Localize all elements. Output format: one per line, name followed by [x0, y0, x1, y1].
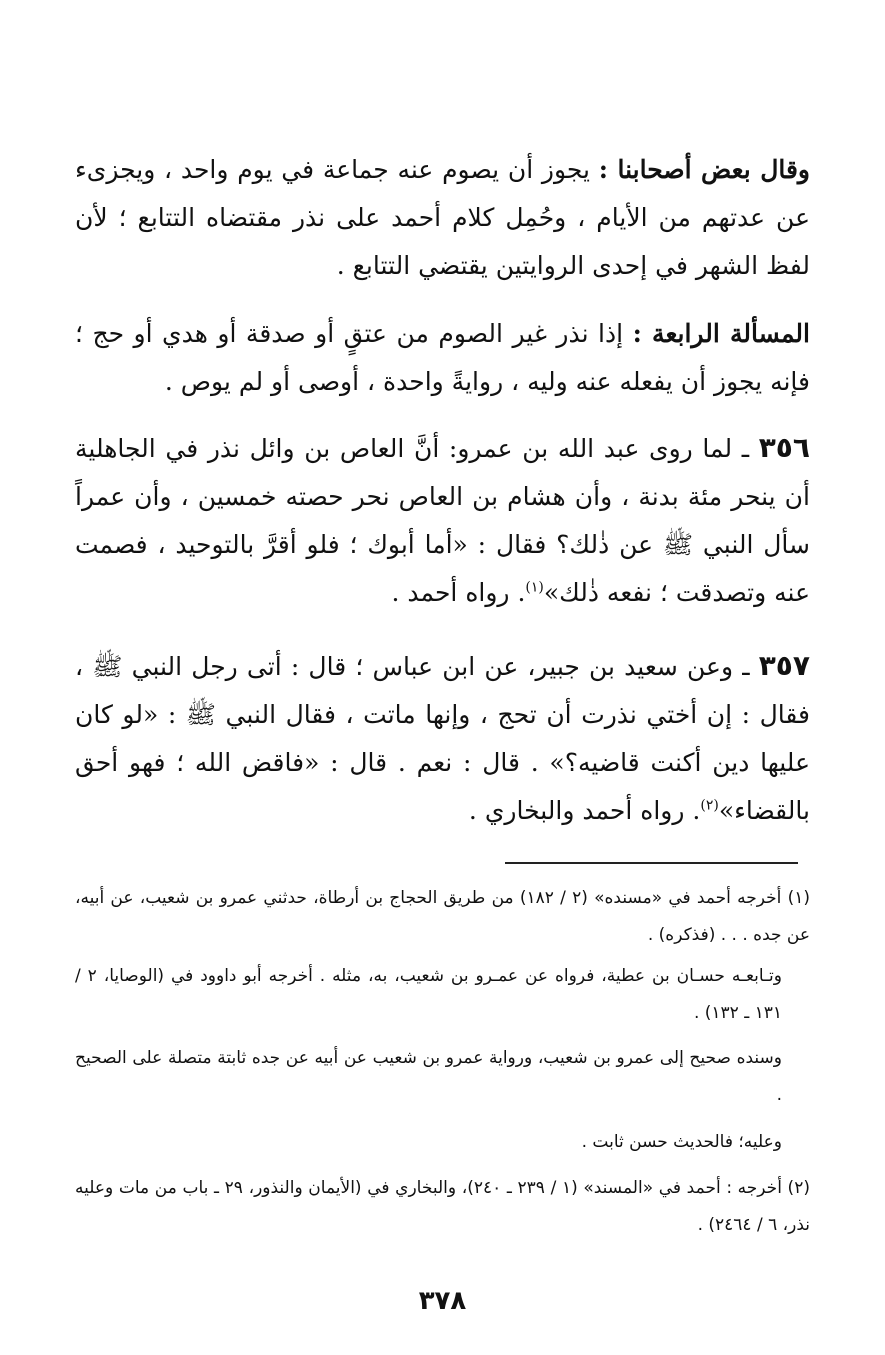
paragraph-text: يجوز أن يصوم عنه جماعة في يوم واحد ، ويجزىء عن عدتهم من الأيام ، وحُمِل كلام أحمد على نذر مقتضاه التتابع ؛ لأن لفظ الشهر في إحدى الروايتين يقتضي التتابع .	[75, 155, 810, 280]
hadith-number: ٣٥٦	[758, 431, 810, 464]
paragraph-text: إذا نذر غير الصوم من عتقٍ أو صدقة أو هدي أو حج ؛ فإنه يجوز أن يفعله عنه وليه ، روايةً واحدة ، أوصى أو لم يوص .	[75, 319, 810, 396]
hadith-text: ـ وعن سعيد بن جبير، عن ابن عباس ؛ قال : أتى رجل النبي ﷺ ، فقال : إن أختي نذرت أن تحج ، وإنها ماتت ، فقال النبي ﷺ : «لو كان عليها دين أكنت قاضيه؟» . قال : نعم . قال : «فاقض الله ؛ فهو أحق بالقضاء»	[75, 652, 810, 825]
hadith-source: . رواه أحمد .	[391, 578, 526, 607]
hadith-source: . رواه أحمد والبخاري .	[468, 796, 701, 825]
hadith-number: ٣٥٧	[758, 649, 810, 682]
hadith-text: ـ لما روى عبد الله بن عمرو: أنَّ العاص بن وائل نذر في الجاهلية أن ينحر مئة بدنة ، وأن هشام بن العاص نحر حصته خمسين ، وأن عمراً سأل النبي ﷺ عن ذٰلك؟ فقال : «أما أبوك ؛ فلو أقرَّ بالتوحيد ، فصمت عنه وتصدقت ؛ نفعه ذٰلك»	[75, 434, 810, 607]
footnote-2: (٢) أخرجه : أحمد في «المسند» (١ / ٢٣٩ ـ ٢٤٠)، والبخاري في (الأيمان والنذور، ٢٩ ـ باب من مات وعليه نذر، ٦ / ٢٤٦٤) .	[75, 1178, 810, 1235]
footnote-1: (١) أخرجه أحمد في «مسنده» (٢ / ١٨٢) من طريق الحجاج بن أرطاة، حدثني عمرو بن شعيب، عن أبيه، عن جده . . . (فذكره) .	[75, 888, 810, 945]
hadith-356	[75, 424, 810, 617]
hadith-357	[75, 642, 810, 835]
footnote-divider	[505, 862, 798, 864]
footnote-ref: (٢)	[700, 797, 719, 814]
footnote-1-verdict: وعليه؛ فالحديث حسن ثابت .	[581, 1132, 782, 1152]
footnote-1-assessment: وسنده صحيح إلى عمرو بن شعيب، ورواية عمرو بن شعيب عن أبيه عن جده ثابتة متصلة على الصحيح .	[75, 1048, 782, 1105]
paragraph-opinion	[75, 146, 810, 290]
paragraph-lead: المسألة الرابعة :	[632, 319, 810, 348]
paragraph-lead: وقال بعض أصحابنا :	[598, 155, 811, 184]
page-number: ٣٧٨	[418, 1286, 467, 1316]
paragraph-fourth-issue	[75, 310, 810, 406]
footnote-1-continuation: وتـابعـه حسـان بن عطية، فرواه عن عمـرو بن شعيب، به، مثله . أخرجه أبو داوود في (الوصايا، ٢ / ١٣١ ـ ١٣٢) .	[75, 966, 782, 1023]
footnote-ref: (١)	[525, 579, 544, 596]
